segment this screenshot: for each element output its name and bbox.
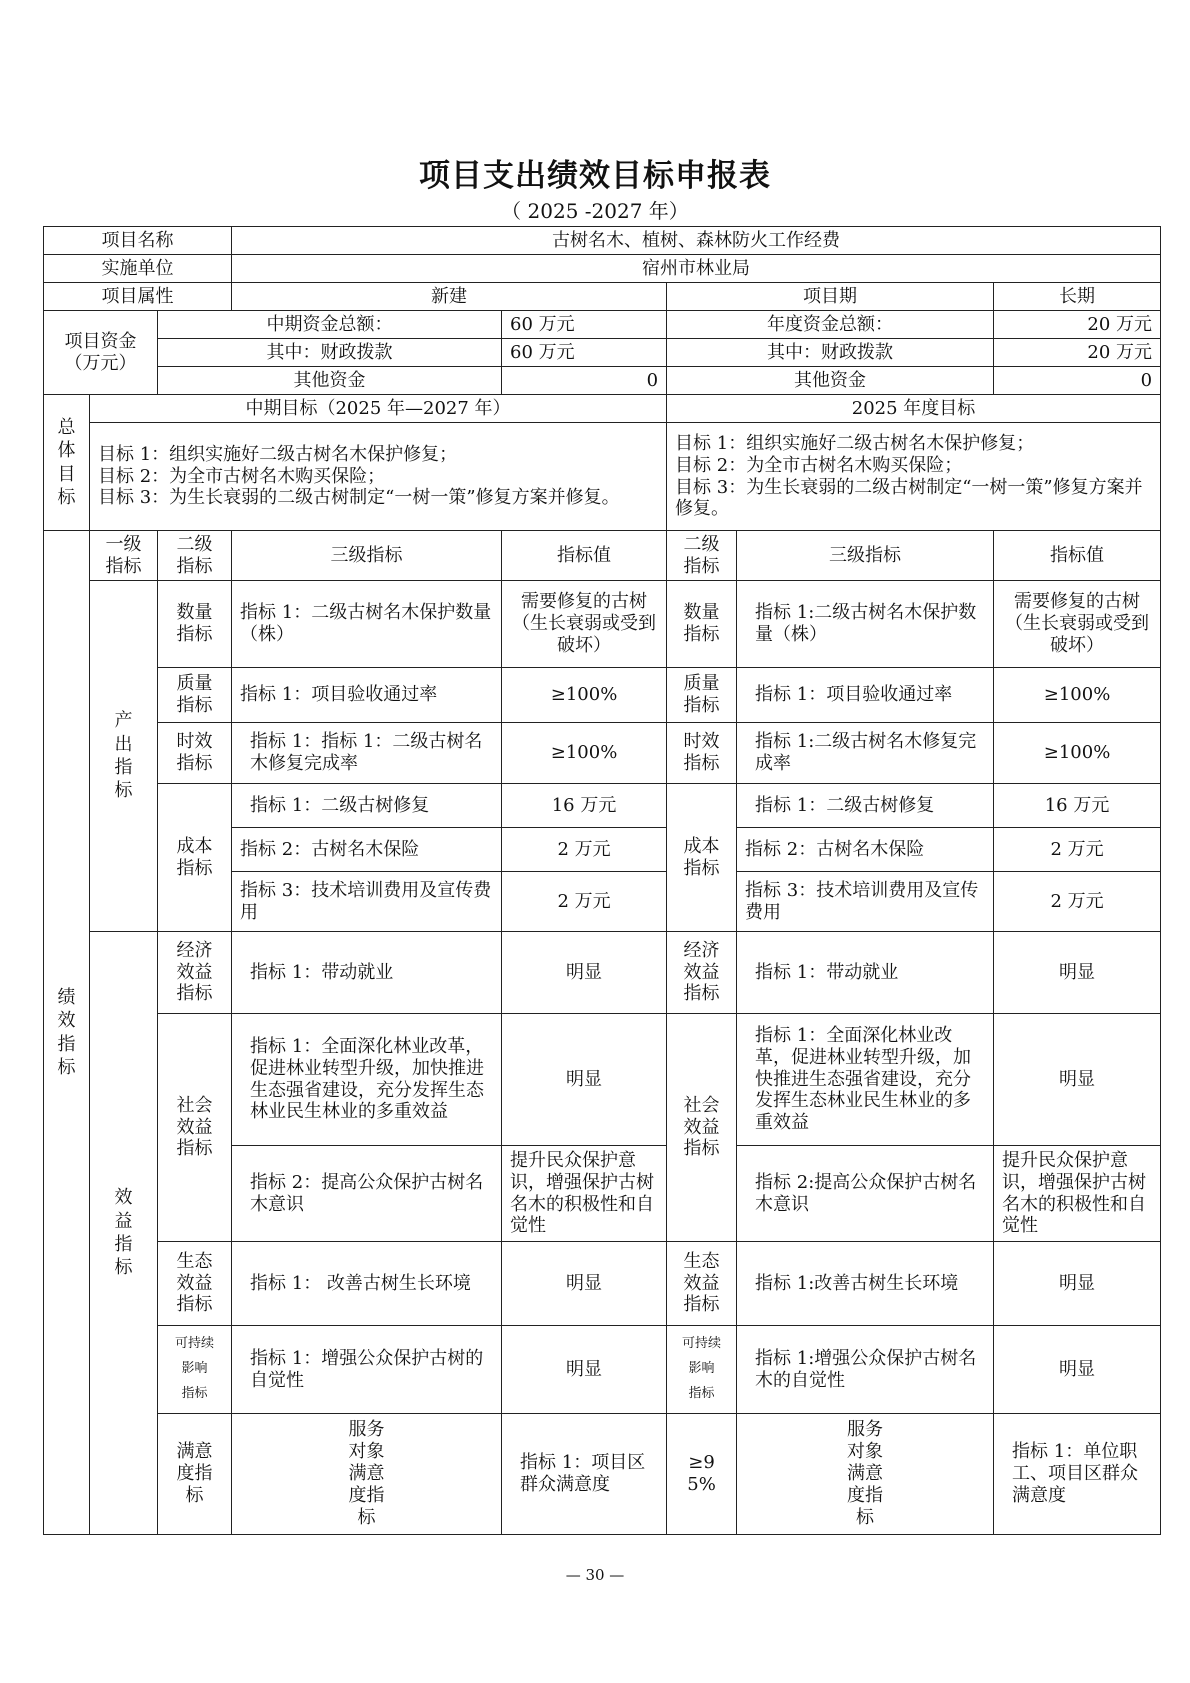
social1-l3-year: 指标 1：全面深化林业改革，促进林业转型升级，加快推进生态强省建设，充分发挥生态林业民生林业的多重效益 <box>737 1014 994 1146</box>
cost3-value-year: 2 万元 <box>994 872 1161 932</box>
economic-l2-year: 经济 效益 指标 <box>667 932 737 1014</box>
header-level3: 三级指标 <box>232 531 502 581</box>
ecological-l3: 指标 1： 改善古树生长环境 <box>232 1242 502 1326</box>
year-goal-text: 目标 1：组织实施好二级古树名木保护修复； 目标 2：为全市古树名木购买保险； 目标 3：为生长衰弱的二级古树制定“一树一策”修复方案并修复。 <box>667 423 1161 531</box>
quantity-value-year: 需要修复的古树（生长衰弱或受到破坏） <box>994 581 1161 668</box>
row-project-attr <box>44 283 1161 311</box>
social1-value: 明显 <box>502 1014 667 1146</box>
cost2-l3: 指标 2：古树名木保险 <box>232 828 502 872</box>
mid-fiscal-value: 60 万元 <box>502 339 667 367</box>
row-satisfaction <box>44 1414 1161 1535</box>
social1-l3: 指标 1：全面深化林业改革，促进林业转型升级，加快推进生态强省建设，充分发挥生态林业民生林业的多重效益 <box>232 1014 502 1146</box>
cost1-value-year: 16 万元 <box>994 784 1161 828</box>
header-level1: 一级 指标 <box>90 531 158 581</box>
header-level3-year: 三级指标 <box>737 531 994 581</box>
row-project-name <box>44 227 1161 255</box>
mid-other-label: 其他资金 <box>158 367 502 395</box>
timeliness-value-year: ≥100% <box>994 723 1161 784</box>
timeliness-value: ≥100% <box>502 723 667 784</box>
timeliness-l2: 时效 指标 <box>158 723 232 784</box>
timeliness-l3-year: 指标 1:二级古树名木修复完成率 <box>737 723 994 784</box>
row-sustainable <box>44 1326 1161 1414</box>
project-name-label: 项目名称 <box>44 227 232 255</box>
row-indicator-header <box>44 531 1161 581</box>
satisfaction-indicators-label: 满意 度指 标 <box>158 1414 232 1535</box>
row-funds-total <box>44 311 1161 339</box>
cost3-l3-year: 指标 3：技术培训费用及宣传费用 <box>737 872 994 932</box>
cost-l2: 成本 指标 <box>158 784 232 932</box>
social2-l3: 指标 2：提高公众保护古树名木意识 <box>232 1146 502 1242</box>
row-goals-header <box>44 395 1161 423</box>
page-number: — 30 — <box>565 1566 625 1584</box>
quality-l3: 指标 1：项目验收通过率 <box>232 668 502 723</box>
output-indicators-label: 产出指标 <box>90 581 158 932</box>
row-goals-text <box>44 423 1161 531</box>
year-total-label: 年度资金总额： <box>667 311 994 339</box>
quality-l3-year: 指标 1：项目验收通过率 <box>737 668 994 723</box>
header-level2: 二级 指标 <box>158 531 232 581</box>
cost3-value: 2 万元 <box>502 872 667 932</box>
mid-fiscal-label: 其中：财政拨款 <box>158 339 502 367</box>
quantity-value: 需要修复的古树（生长衰弱或受到破坏） <box>502 581 667 668</box>
cost2-value: 2 万元 <box>502 828 667 872</box>
social-l2: 社会 效益 指标 <box>158 1014 232 1242</box>
row-cost-1 <box>44 784 1161 828</box>
satisfaction-l3: 指标 1：项目区群众满意度 <box>502 1414 667 1535</box>
ecological-l2-year: 生态 效益 指标 <box>667 1242 737 1326</box>
ecological-value: 明显 <box>502 1242 667 1326</box>
quality-value: ≥100% <box>502 668 667 723</box>
period-label: 项目期 <box>667 283 994 311</box>
year-total-value: 20 万元 <box>994 311 1161 339</box>
row-implementing-unit <box>44 255 1161 283</box>
sustainable-l2-year: 可持续 影响 指标 <box>667 1326 737 1414</box>
social1-value-year: 明显 <box>994 1014 1161 1146</box>
unit-value: 宿州市林业局 <box>232 255 1161 283</box>
cost-l2-year: 成本 指标 <box>667 784 737 932</box>
row-quality <box>44 668 1161 723</box>
satisfaction-value: ≥95% <box>667 1414 737 1535</box>
quantity-l3-year: 指标 1:二级古树名木保护数量（株） <box>737 581 994 668</box>
year-fiscal-value: 20 万元 <box>994 339 1161 367</box>
year-other-value: 0 <box>994 367 1161 395</box>
overall-goals-label: 总体目标 <box>44 395 90 531</box>
sustainable-value-year: 明显 <box>994 1326 1161 1414</box>
cost1-value: 16 万元 <box>502 784 667 828</box>
mid-goal-text: 目标 1：组织实施好二级古树名木保护修复； 目标 2：为全市古树名木购买保险； 目标 3：为生长衰弱的二级古树制定“一树一策”修复方案并修复。 <box>90 423 667 531</box>
cost2-value-year: 2 万元 <box>994 828 1161 872</box>
page-title: 项目支出绩效目标申报表 <box>419 158 771 194</box>
sustainable-l2: 可持续 影响 指标 <box>158 1326 232 1414</box>
row-quantity <box>44 581 1161 668</box>
period-value: 长期 <box>994 283 1161 311</box>
page-subtitle: （ 2025 -2027 年） <box>501 199 689 223</box>
sustainable-value: 明显 <box>502 1326 667 1414</box>
economic-l3: 指标 1：带动就业 <box>232 932 502 1014</box>
satisfaction-l2: 服务 对象 满意 度指 标 <box>232 1414 502 1535</box>
social-l2-year: 社会 效益 指标 <box>667 1014 737 1242</box>
economic-value-year: 明显 <box>994 932 1161 1014</box>
ecological-value-year: 明显 <box>994 1242 1161 1326</box>
mid-total-label: 中期资金总额： <box>158 311 502 339</box>
satisfaction-l3-year: 指标 1：单位职工、项目区群众满意度 <box>994 1414 1161 1535</box>
row-social-1 <box>44 1014 1161 1146</box>
satisfaction-l2-year: 服务 对象 满意 度指 标 <box>737 1414 994 1535</box>
social2-l3-year: 指标 2:提高公众保护古树名木意识 <box>737 1146 994 1242</box>
row-timeliness <box>44 723 1161 784</box>
row-ecological <box>44 1242 1161 1326</box>
project-name-value: 古树名木、植树、森林防火工作经费 <box>232 227 1161 255</box>
cost1-l3: 指标 1：二级古树修复 <box>232 784 502 828</box>
social2-value: 提升民众保护意识，增强保护古树名木的积极性和自觉性 <box>502 1146 667 1242</box>
sustainable-l3: 指标 1：增强公众保护古树的自觉性 <box>232 1326 502 1414</box>
economic-value: 明显 <box>502 932 667 1014</box>
year-fiscal-label: 其中：财政拨款 <box>667 339 994 367</box>
effect-indicators-label: 效益指标 <box>90 932 158 1535</box>
quality-l2: 质量 指标 <box>158 668 232 723</box>
attr-label: 项目属性 <box>44 283 232 311</box>
performance-indicators-label: 绩效指标 <box>44 531 90 1535</box>
cost1-l3-year: 指标 1：二级古树修复 <box>737 784 994 828</box>
quantity-l2: 数量 指标 <box>158 581 232 668</box>
social2-value-year: 提升民众保护意识，增强保护古树名木的积极性和自觉性 <box>994 1146 1161 1242</box>
quality-value-year: ≥100% <box>994 668 1161 723</box>
economic-l2: 经济 效益 指标 <box>158 932 232 1014</box>
row-funds-other <box>44 367 1161 395</box>
quantity-l3: 指标 1：二级古树名木保护数量（株） <box>232 581 502 668</box>
quantity-l2-year: 数量 指标 <box>667 581 737 668</box>
sustainable-l3-year: 指标 1:增强公众保护古树名木的自觉性 <box>737 1326 994 1414</box>
funds-label: 项目资金 （万元） <box>44 311 158 395</box>
row-economic <box>44 932 1161 1014</box>
ecological-l2: 生态 效益 指标 <box>158 1242 232 1326</box>
quality-l2-year: 质量 指标 <box>667 668 737 723</box>
year-other-label: 其他资金 <box>667 367 994 395</box>
header-value-year: 指标值 <box>994 531 1161 581</box>
row-funds-fiscal <box>44 339 1161 367</box>
timeliness-l2-year: 时效 指标 <box>667 723 737 784</box>
mid-other-value: 0 <box>502 367 667 395</box>
performance-table <box>43 226 1161 1535</box>
ecological-l3-year: 指标 1:改善古树生长环境 <box>737 1242 994 1326</box>
year-goal-header: 2025 年度目标 <box>667 395 1161 423</box>
attr-value: 新建 <box>232 283 667 311</box>
unit-label: 实施单位 <box>44 255 232 283</box>
timeliness-l3: 指标 1：指标 1：二级古树名木修复完成率 <box>232 723 502 784</box>
header-value: 指标值 <box>502 531 667 581</box>
cost3-l3: 指标 3：技术培训费用及宣传费用 <box>232 872 502 932</box>
mid-total-value: 60 万元 <box>502 311 667 339</box>
mid-goal-header: 中期目标（2025 年—2027 年） <box>90 395 667 423</box>
header-level2-year: 二级 指标 <box>667 531 737 581</box>
economic-l3-year: 指标 1：带动就业 <box>737 932 994 1014</box>
cost2-l3-year: 指标 2：古树名木保险 <box>737 828 994 872</box>
